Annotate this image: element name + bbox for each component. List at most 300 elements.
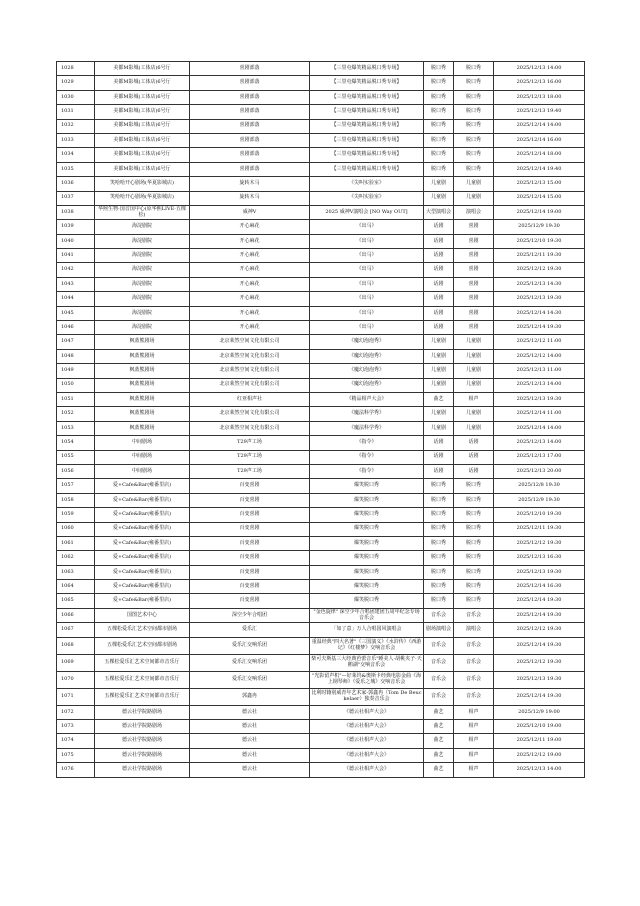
venue-cell: 笑哈哈开心剧场(华夏影城店) [95,191,190,205]
organizer-cell: 喜剧部落 [190,162,310,176]
row-number-cell: 1063 [57,565,95,579]
table-row [57,220,585,234]
table-row [57,119,585,133]
category-cell: 儿童剧 [424,349,454,363]
program-title-cell: 【三里屯爆笑精品脱口秀专场】 [310,119,424,133]
row-number-cell: 1076 [57,763,95,777]
organizer-cell: 百变喜剧 [190,565,310,579]
venue-cell: 德云社学院路剧场 [95,705,190,719]
row-number-cell: 1045 [57,306,95,320]
category-cell: 脱口秀 [424,580,454,594]
venue-cell: 枫蓝熊剧场 [95,392,190,406]
table-row [57,536,585,550]
category-cell: 脱口秀 [424,119,454,133]
row-number-cell: 1031 [57,105,95,119]
table-row [57,522,585,536]
row-number-cell: 1051 [57,392,95,406]
row-number-cell: 1040 [57,234,95,248]
row-number-cell: 1055 [57,450,95,464]
organizer-cell: 北京莱然空间文化有限公司 [190,421,310,435]
organizer-cell: 开心麻花 [190,277,310,291]
venue-cell: 德云社学院路剧场 [95,734,190,748]
category-cell: 大型演唱会 [424,205,454,219]
venue-cell: 中间剧场 [95,436,190,450]
row-number-cell: 1035 [57,162,95,176]
row-number-cell: 1068 [57,637,95,654]
table-row [57,133,585,147]
venue-cell: 爱+Cafe&Bar(雍番里店) [95,565,190,579]
show-time-cell: 2025/12/9 19:30 [494,220,585,234]
category-cell: 话剧 [424,292,454,306]
program-title-cell: 《出马》 [310,277,424,291]
category-cell: 曲艺 [424,763,454,777]
show-time-cell: 2025/12/13 19:30 [494,565,585,579]
category-cell: 儿童剧 [424,407,454,421]
sub-category-cell: 脱口秀 [454,119,494,133]
venue-cell: 笑哈哈开心剧场(华夏影城店) [95,177,190,191]
organizer-cell: 郭鑫冉 [190,688,310,705]
show-time-cell: 2025/12/12 19:30 [494,623,585,637]
program-title-cell: 爆笑脱口秀 [310,522,424,536]
venue-cell: 枫蓝熊剧场 [95,421,190,435]
table-row [57,436,585,450]
row-number-cell: 1049 [57,364,95,378]
organizer-cell: 开心麻花 [190,321,310,335]
show-time-cell: 2025/12/14 16:00 [494,133,585,147]
sub-category-cell: 相声 [454,763,494,777]
organizer-cell: 喜剧部落 [190,62,310,76]
table-row [57,508,585,522]
row-number-cell: 1036 [57,177,95,191]
sub-category-cell: 喜剧 [454,277,494,291]
program-title-cell: 《出马》 [310,306,424,320]
organizer-cell: 百变喜剧 [190,522,310,536]
sub-category-cell: 脱口秀 [454,565,494,579]
organizer-cell: 开心麻花 [190,249,310,263]
show-time-cell: 2025/12/12 19:30 [494,536,585,550]
venue-cell: 枫蓝熊剧场 [95,378,190,392]
show-time-cell: 2025/12/14 14:00 [494,119,585,133]
row-number-cell: 1060 [57,522,95,536]
show-time-cell: 2025/12/14 19:30 [494,321,585,335]
organizer-cell: 喜剧部落 [190,148,310,162]
show-time-cell: 2025/12/10 19:00 [494,720,585,734]
program-title-cell: 比利时籍别威青年艺术家-郭鑫冉（Tom De Beuckelaer）独奏音乐会 [310,688,424,705]
organizer-cell: 百变喜剧 [190,508,310,522]
category-cell: 话剧 [424,450,454,464]
organizer-cell: T29声工场 [190,436,310,450]
organizer-cell: 北京莱然空间文化有限公司 [190,378,310,392]
table-row [57,62,585,76]
organizer-cell: 喜剧部落 [190,119,310,133]
organizer-cell: 深空少年合唱团 [190,608,310,622]
program-title-cell: 爆笑脱口秀 [310,565,424,579]
row-number-cell: 1054 [57,436,95,450]
category-cell: 脱口秀 [424,479,454,493]
row-number-cell: 1072 [57,705,95,719]
venue-cell: 中间剧场 [95,450,190,464]
program-title-cell: 《德云社相声大会》 [310,720,424,734]
venue-cell: 美都M影城(工体店)6号厅 [95,105,190,119]
program-title-cell: 《德云社相声大会》 [310,705,424,719]
show-time-cell: 2025/12/10 19:30 [494,508,585,522]
show-time-cell: 2025/12/10 19:30 [494,234,585,248]
show-time-cell: 2025/12/13 14:00 [494,62,585,76]
performance-schedule-table [56,61,585,778]
program-title-cell: 《魔法科学秀》 [310,407,424,421]
sub-category-cell: 儿童剧 [454,378,494,392]
sub-category-cell: 儿童剧 [454,349,494,363]
table-row [57,479,585,493]
venue-cell: 美都M影城(工体店)6号厅 [95,90,190,104]
program-title-cell: 《出马》 [310,249,424,263]
organizer-cell: 百变喜剧 [190,580,310,594]
table-row [57,90,585,104]
category-cell: 话剧 [424,436,454,450]
show-time-cell: 2025/12/13 19:30 [494,292,585,306]
table-row [57,493,585,507]
category-cell: 音乐会 [424,688,454,705]
category-cell: 话剧 [424,220,454,234]
program-title-cell: 2025 威神V演唱会 [NO Way OUT] [310,205,424,219]
table-row [57,277,585,291]
row-number-cell: 1062 [57,551,95,565]
venue-cell: 德云社学院路剧场 [95,720,190,734]
program-title-cell: 《出马》 [310,234,424,248]
program-title-cell: 《指令》 [310,436,424,450]
venue-cell: 枫蓝熊剧场 [95,349,190,363]
sub-category-cell: 脱口秀 [454,522,494,536]
organizer-cell: 德云社 [190,763,310,777]
organizer-cell: 开心麻花 [190,306,310,320]
venue-cell: 枫蓝熊剧场 [95,335,190,349]
row-number-cell: 1047 [57,335,95,349]
program-title-cell: 《魔幻泡泡秀》 [310,349,424,363]
table-row [57,464,585,478]
show-time-cell: 2025/12/11 19:30 [494,522,585,536]
show-time-cell: 2025/12/13 20:00 [494,464,585,478]
show-time-cell: 2025/12/14 19:40 [494,162,585,176]
row-number-cell: 1039 [57,220,95,234]
row-number-cell: 1073 [57,720,95,734]
category-cell: 脱口秀 [424,565,454,579]
sub-category-cell: 相声 [454,392,494,406]
show-time-cell: 2025/12/14 19:30 [494,637,585,654]
sub-category-cell: 脱口秀 [454,493,494,507]
program-title-cell: 《德云社相声大会》 [310,734,424,748]
organizer-cell: T29声工场 [190,464,310,478]
organizer-cell: 爱乐汇交响乐团 [190,654,310,671]
table-row [57,378,585,392]
show-time-cell: 2025/12/14 15:00 [494,191,585,205]
category-cell: 曲艺 [424,705,454,719]
organizer-cell: 爱乐汇交响乐团 [190,671,310,688]
venue-cell: 海淀剧院 [95,321,190,335]
category-cell: 音乐会 [424,637,454,654]
row-number-cell: 1029 [57,76,95,90]
sub-category-cell: 音乐会 [454,654,494,671]
program-title-cell: 《出马》 [310,220,424,234]
organizer-cell: 北京莱然空间文化有限公司 [190,407,310,421]
sub-category-cell: 演唱会 [454,623,494,637]
table-row [57,654,585,671]
show-time-cell: 2025/12/8 19:30 [494,479,585,493]
row-number-cell: 1032 [57,119,95,133]
venue-cell: 美都M影城(工体店)6号厅 [95,62,190,76]
show-time-cell: 2025/12/9 19:00 [494,705,585,719]
program-title-cell: 《魔幻泡泡秀》 [310,335,424,349]
row-number-cell: 1059 [57,508,95,522]
table-row [57,407,585,421]
organizer-cell: 开心麻花 [190,234,310,248]
sub-category-cell: 演唱会 [454,205,494,219]
venue-cell: 爱+Cafe&Bar(雍番里店) [95,493,190,507]
category-cell: 脱口秀 [424,62,454,76]
venue-cell: 五棵松爱乐汇艺术空间都市音乐厅 [95,654,190,671]
show-time-cell: 2025/12/11 19:00 [494,734,585,748]
row-number-cell: 1033 [57,133,95,147]
venue-cell: 爱+Cafe&Bar(雍番里店) [95,551,190,565]
venue-cell: 枫蓝熊剧场 [95,407,190,421]
category-cell: 曲艺 [424,734,454,748]
table-row [57,263,585,277]
venue-cell: 美都M影城(工体店)6号厅 [95,76,190,90]
sub-category-cell: 脱口秀 [454,133,494,147]
sub-category-cell: 喜剧 [454,220,494,234]
venue-cell: 五棵松爱乐汇艺术空间都市剧场 [95,623,190,637]
venue-cell: 五棵松爱乐汇艺术空间都市音乐厅 [95,671,190,688]
organizer-cell: 百变喜剧 [190,493,310,507]
organizer-cell: 百变喜剧 [190,536,310,550]
category-cell: 儿童剧 [424,378,454,392]
venue-cell: 德云社学院路剧场 [95,748,190,762]
sub-category-cell: 脱口秀 [454,536,494,550]
organizer-cell: 德云社 [190,734,310,748]
venue-cell: 美都M影城(工体店)6号厅 [95,162,190,176]
program-title-cell: 《指令》 [310,450,424,464]
category-cell: 脱口秀 [424,522,454,536]
venue-cell: 德云社学院路剧场 [95,763,190,777]
venue-cell: 枫蓝熊剧场 [95,364,190,378]
row-number-cell: 1067 [57,623,95,637]
program-title-cell: 【三里屯爆笑精品脱口秀专场】 [310,148,424,162]
organizer-cell: 德云社 [190,720,310,734]
program-title-cell: 爆笑脱口秀 [310,551,424,565]
venue-cell: 国图艺术中心 [95,608,190,622]
show-time-cell: 2025/12/14 19:30 [494,688,585,705]
sub-category-cell: 脱口秀 [454,90,494,104]
table-row [57,321,585,335]
program-title-cell: 《德云社相声大会》 [310,748,424,762]
organizer-cell: 威神V [190,205,310,219]
show-time-cell: 2025/12/12 19:30 [494,263,585,277]
organizer-cell: 喜剧部落 [190,105,310,119]
program-title-cell: 爆笑脱口秀 [310,594,424,608]
row-number-cell: 1043 [57,277,95,291]
program-title-cell: 【三里屯爆笑精品脱口秀专场】 [310,162,424,176]
venue-cell: 爱+Cafe&Bar(雍番里店) [95,508,190,522]
program-title-cell: 《尖叫实验室》 [310,177,424,191]
table-row [57,292,585,306]
sub-category-cell: 脱口秀 [454,594,494,608]
category-cell: 曲艺 [424,720,454,734]
row-number-cell: 1037 [57,191,95,205]
sub-category-cell: 音乐会 [454,688,494,705]
sub-category-cell: 喜剧 [454,292,494,306]
table-row [57,177,585,191]
program-title-cell: 「如了意」万人合唱国风演唱会 [310,623,424,637]
row-number-cell: 1053 [57,421,95,435]
organizer-cell: 百变喜剧 [190,479,310,493]
sub-category-cell: 喜剧 [454,234,494,248]
category-cell: 脱口秀 [424,493,454,507]
program-title-cell: 【三里屯爆笑精品脱口秀专场】 [310,105,424,119]
sub-category-cell: 脱口秀 [454,76,494,90]
organizer-cell: 百变喜剧 [190,594,310,608]
sub-category-cell: 脱口秀 [454,580,494,594]
organizer-cell: 北京莱然空间文化有限公司 [190,349,310,363]
category-cell: 脱口秀 [424,105,454,119]
table-row [57,565,585,579]
category-cell: 音乐会 [424,671,454,688]
row-number-cell: 1070 [57,671,95,688]
table-row [57,637,585,654]
show-time-cell: 2025/12/12 14:00 [494,349,585,363]
category-cell: 曲艺 [424,748,454,762]
row-number-cell: 1075 [57,748,95,762]
program-title-cell: 重温经典"四大名著"《三国演义》《水浒传》《西游记》《红楼梦》交响音乐会 [310,637,424,654]
venue-cell: 海淀剧院 [95,292,190,306]
sub-category-cell: 相声 [454,748,494,762]
table-row [57,364,585,378]
row-number-cell: 1042 [57,263,95,277]
show-time-cell: 2025/12/14 11:00 [494,407,585,421]
show-time-cell: 2025/12/13 14:00 [494,436,585,450]
table-row [57,421,585,435]
show-time-cell: 2025/12/11 19:30 [494,249,585,263]
sub-category-cell: 儿童剧 [454,421,494,435]
table-row [57,205,585,219]
sub-category-cell: 脱口秀 [454,508,494,522]
program-title-cell: 《精品相声大会》 [310,392,424,406]
show-time-cell: 2025/12/9 19:30 [494,493,585,507]
category-cell: 音乐会 [424,608,454,622]
table-row [57,349,585,363]
organizer-cell: 旋转木马 [190,191,310,205]
category-cell: 话剧 [424,263,454,277]
venue-cell: 海淀剧院 [95,263,190,277]
program-title-cell: 《出马》 [310,321,424,335]
show-time-cell: 2025/12/13 14:00 [494,378,585,392]
program-title-cell: 《魔幻泡泡秀》 [310,364,424,378]
venue-cell: 海淀剧院 [95,234,190,248]
row-number-cell: 1048 [57,349,95,363]
venue-cell: 五棵松爱乐汇艺术空间都市音乐厅 [95,688,190,705]
table-row [57,335,585,349]
category-cell: 脱口秀 [424,133,454,147]
organizer-cell: 喜剧部落 [190,76,310,90]
category-cell: 脱口秀 [424,594,454,608]
row-number-cell: 1030 [57,90,95,104]
row-number-cell: 1074 [57,734,95,748]
organizer-cell: 开心麻花 [190,292,310,306]
table-row [57,105,585,119]
sub-category-cell: 喜剧 [454,306,494,320]
table-row [57,580,585,594]
table-row [57,705,585,719]
show-time-cell: 2025/12/12 19:00 [494,748,585,762]
table-row [57,720,585,734]
table-row [57,748,585,762]
row-number-cell: 1066 [57,608,95,622]
program-title-cell: 爆笑脱口秀 [310,479,424,493]
organizer-cell: 开心麻花 [190,220,310,234]
sub-category-cell: 音乐会 [454,608,494,622]
sub-category-cell: 脱口秀 [454,148,494,162]
table-row [57,76,585,90]
program-title-cell: 柴可夫斯基三大经典芭蕾音乐"睡美人·胡桃夹子·天鹅湖"交响音乐会 [310,654,424,671]
show-time-cell: 2025/12/13 19:30 [494,392,585,406]
category-cell: 话剧 [424,306,454,320]
program-title-cell: 【三里屯爆笑精品脱口秀专场】 [310,76,424,90]
show-time-cell: 2025/12/14 18:00 [494,148,585,162]
show-time-cell: 2025/12/14 19:30 [494,594,585,608]
sub-category-cell: 喜剧 [454,249,494,263]
category-cell: 脱口秀 [424,162,454,176]
show-time-cell: 2025/12/14 16:30 [494,580,585,594]
sub-category-cell: 相声 [454,734,494,748]
category-cell: 曲艺 [424,392,454,406]
row-number-cell: 1046 [57,321,95,335]
show-time-cell: 2025/12/14 14:30 [494,306,585,320]
show-time-cell: 2025/12/14 19:30 [494,608,585,622]
program-title-cell: "光影留声机"—好莱坞&奥斯卡经典电影金曲《海上钢琴师》《爱乐之城》交响音乐会 [310,671,424,688]
sub-category-cell: 音乐会 [454,637,494,654]
show-time-cell: 2025/12/13 15:00 [494,177,585,191]
table-row [57,734,585,748]
category-cell: 话剧 [424,249,454,263]
venue-cell: 爱+Cafe&Bar(雍番里店) [95,522,190,536]
table-body [57,62,585,778]
show-time-cell: 2025/12/13 19:40 [494,105,585,119]
organizer-cell: 德云社 [190,748,310,762]
venue-cell: 中间剧场 [95,464,190,478]
show-time-cell: 2025/12/13 11:00 [494,364,585,378]
sub-category-cell: 话剧 [454,464,494,478]
table-row [57,450,585,464]
program-title-cell: 《魔法科学秀》 [310,421,424,435]
sub-category-cell: 话剧 [454,436,494,450]
organizer-cell: 爱乐汇交响乐团 [190,637,310,654]
program-title-cell: 《出马》 [310,292,424,306]
venue-cell: 美都M影城(工体店)6号厅 [95,148,190,162]
program-title-cell: 《德云社相声大会》 [310,763,424,777]
row-number-cell: 1034 [57,148,95,162]
program-title-cell: 《指令》 [310,464,424,478]
sub-category-cell: 话剧 [454,450,494,464]
sub-category-cell: 脱口秀 [454,162,494,176]
table-row [57,688,585,705]
show-time-cell: 2025/12/13 17:00 [494,450,585,464]
organizer-cell: 德云社 [190,705,310,719]
organizer-cell: T29声工场 [190,450,310,464]
sub-category-cell: 脱口秀 [454,551,494,565]
category-cell: 脱口秀 [424,551,454,565]
table-row [57,551,585,565]
sub-category-cell: 儿童剧 [454,335,494,349]
table-row [57,671,585,688]
table-row [57,191,585,205]
